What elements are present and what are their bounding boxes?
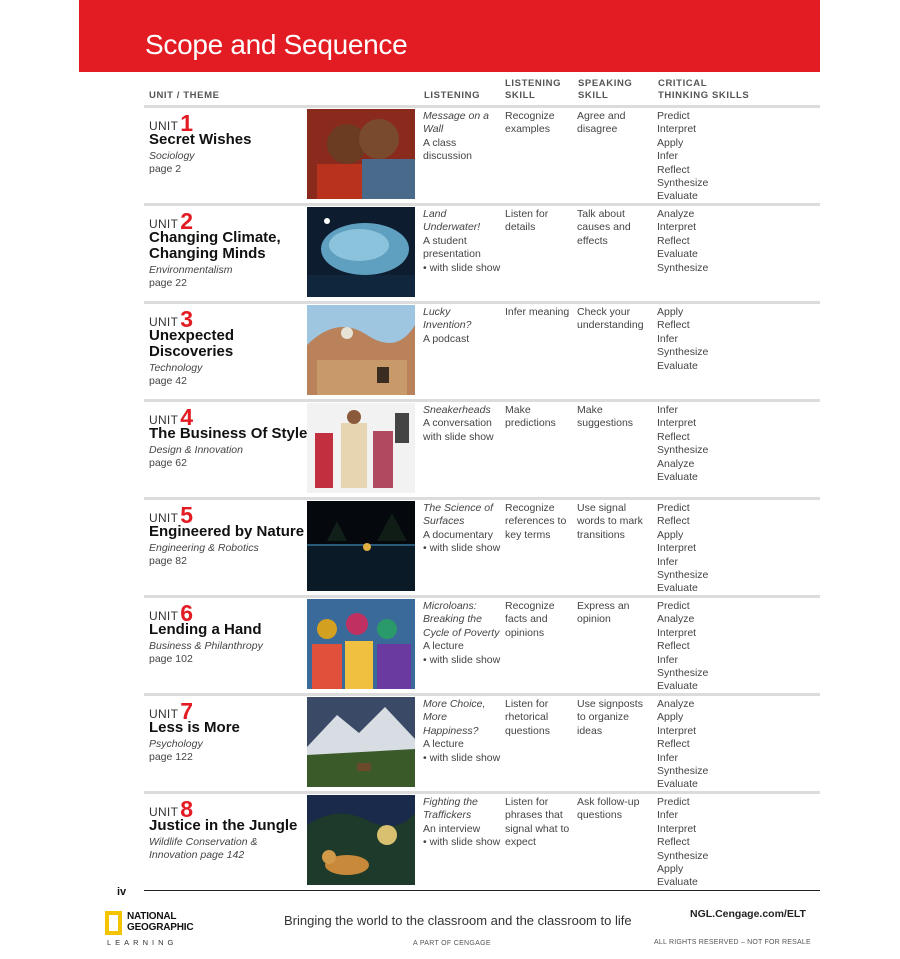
unit-number: 6: [180, 600, 193, 626]
unit-theme: Sociology: [149, 150, 195, 162]
unit-info: [149, 600, 309, 666]
logo-line2: GEOGRAPHIC: [127, 922, 194, 933]
listening-cell: [423, 502, 501, 556]
critical-thinking-cell: Predict Analyze Interpret Reflect Infer Synthesize Evaluate: [657, 600, 709, 693]
unit-title: Unexpected Discoveries: [149, 327, 235, 360]
unit-info: [149, 110, 309, 176]
unit-heading: [149, 110, 309, 136]
speaking-skill-cell: Agree and disagree: [577, 110, 626, 136]
unit-title: The Business Of Style: [149, 425, 308, 442]
unit-number: 7: [180, 698, 193, 724]
listening-skill-cell: Recognize references to key terms: [505, 502, 567, 541]
iceberg-photo: [307, 207, 415, 297]
unit-page: page 22: [149, 277, 187, 289]
page-number: iv: [117, 886, 127, 898]
logo-subtitle: LEARNING: [107, 938, 178, 947]
unit-row: [144, 791, 820, 891]
two-boys-whispering-photo: [307, 109, 415, 199]
listening-cell: [423, 306, 501, 346]
listening-cell: [423, 110, 501, 164]
rights-notice: ALL RIGHTS RESERVED – NOT FOR RESALE: [654, 939, 811, 946]
cengage-note: A PART OF CENGAGE: [413, 940, 491, 947]
listening-type: A conversation with slide show: [423, 417, 494, 443]
column-header-speaking-skill: SPEAKING SKILL: [578, 78, 633, 101]
jungle-tiger-photo: [307, 795, 415, 885]
unit-title: Justice in the Jungle: [149, 817, 298, 834]
unit-heading: [149, 404, 309, 430]
mountain-landscape-photo: [307, 697, 415, 787]
listening-title: Sneakerheads: [423, 404, 491, 416]
unit-page: page 122: [149, 751, 193, 763]
page-title: Scope and Sequence: [145, 29, 408, 60]
unit-title: Secret Wishes: [149, 131, 252, 148]
speaking-skill-cell: Check your understanding: [577, 306, 644, 332]
critical-thinking-cell: Infer Interpret Reflect Synthesize Analyze Evaluate: [657, 404, 709, 484]
listening-title: Microloans: Breaking the Cycle of Poverty: [423, 600, 500, 639]
logo-text: [127, 911, 193, 933]
listening-skill-cell: Listen for phrases that signal what to expect: [505, 796, 570, 849]
critical-thinking-cell: Predict Reflect Apply Interpret Infer Synthesize Evaluate: [657, 502, 709, 595]
unit-page: page 62: [149, 457, 187, 469]
listening-cell: [423, 698, 501, 765]
unit-number: 4: [180, 404, 193, 430]
footer-tagline: Bringing the world to the classroom and the classroom to life: [284, 913, 632, 928]
unit-page: Innovation page 142: [149, 849, 245, 861]
unit-title: Less is More: [149, 719, 240, 736]
unit-row: [144, 693, 820, 791]
critical-thinking-cell: Apply Reflect Infer Synthesize Evaluate: [657, 306, 709, 372]
unit-heading: [149, 600, 309, 626]
listening-type: A documentary: [423, 528, 494, 541]
column-header-critical-thinking: CRITICAL THINKING SKILLS: [658, 78, 750, 101]
listening-extra: • with slide show: [423, 542, 501, 555]
unit-theme: Business & Philanthropy: [149, 640, 263, 652]
unit-label: UNIT: [149, 805, 179, 819]
listening-extra: • with slide show: [423, 261, 501, 274]
listening-title: Lucky Invention?: [423, 306, 472, 332]
unit-theme: Wildlife Conservation &: [149, 836, 258, 848]
unit-info: [149, 306, 309, 388]
listening-type: An interview: [423, 822, 481, 835]
listening-title: Message on a Wall: [423, 110, 489, 136]
column-header-unit-theme: UNIT / THEME: [149, 90, 220, 101]
yellow-frame-icon: [105, 911, 122, 935]
unit-row: [144, 497, 820, 595]
listening-extra: • with slide show: [423, 836, 501, 849]
unit-info: [149, 208, 309, 290]
unit-title: Engineered by Nature: [149, 523, 305, 540]
unit-info: [149, 796, 309, 862]
unit-heading: [149, 208, 309, 234]
unit-label: UNIT: [149, 119, 179, 133]
listening-title: Fighting the Traffickers: [423, 796, 478, 822]
unit-number: 1: [180, 110, 193, 136]
unit-row: [144, 595, 820, 693]
listening-skill-cell: Make predictions: [505, 404, 556, 430]
unit-label: UNIT: [149, 413, 179, 427]
unit-title: Changing Climate, Changing Minds: [149, 229, 281, 262]
unit-row: [144, 203, 820, 301]
listening-skill-cell: Listen for rhetorical questions: [505, 698, 550, 737]
listening-cell: [423, 600, 501, 667]
listening-title: More Choice, More Happiness?: [423, 698, 486, 737]
logo-line1: NATIONAL: [127, 911, 177, 922]
unit-label: UNIT: [149, 609, 179, 623]
unit-label: UNIT: [149, 315, 179, 329]
critical-thinking-cell: Predict Infer Interpret Reflect Synthesize Apply Evaluate: [657, 796, 709, 889]
listening-skill-cell: Recognize examples: [505, 110, 555, 136]
listening-title: The Science of Surfaces: [423, 502, 494, 528]
listening-type: A lecture: [423, 738, 464, 751]
unit-row: [144, 399, 820, 497]
unit-label: UNIT: [149, 707, 179, 721]
unit-heading: [149, 796, 309, 822]
unit-label: UNIT: [149, 511, 179, 525]
unit-info: [149, 502, 309, 568]
unit-theme: Engineering & Robotics: [149, 542, 259, 554]
unit-title: Lending a Hand: [149, 621, 262, 638]
speaking-skill-cell: Express an opinion: [577, 600, 630, 626]
listening-type: A student presentation: [423, 234, 481, 261]
listening-type: A class discussion: [423, 136, 473, 163]
column-header-listening: LISTENING: [424, 90, 481, 101]
national-geographic-logo: [105, 909, 205, 949]
listening-type: A podcast: [423, 332, 470, 345]
website-link[interactable]: NGL.Cengage.com/ELT: [690, 908, 806, 920]
unit-info: [149, 698, 309, 764]
unit-theme: Technology: [149, 362, 203, 374]
unit-page: page 2: [149, 163, 182, 175]
gaudi-building-photo: [307, 305, 415, 395]
speaking-skill-cell: Use signposts to organize ideas: [577, 698, 643, 737]
page-header: [79, 0, 820, 72]
speaking-skill-cell: Use signal words to mark transitions: [577, 502, 643, 541]
listening-extra: • with slide show: [423, 653, 501, 666]
unit-number: 2: [180, 208, 193, 234]
listening-skill-cell: Listen for details: [505, 208, 549, 234]
crowd-of-women-photo: [307, 599, 415, 689]
unit-row: [144, 105, 820, 203]
critical-thinking-cell: Analyze Interpret Reflect Evaluate Synthesize: [657, 208, 709, 274]
listening-cell: [423, 796, 501, 850]
listening-cell: [423, 404, 501, 444]
unit-theme: Environmentalism: [149, 264, 233, 276]
unit-number: 5: [180, 502, 193, 528]
critical-thinking-cell: Analyze Apply Interpret Reflect Infer Synthesize Evaluate: [657, 698, 709, 791]
unit-page: page 82: [149, 555, 187, 567]
column-header-listening-skill: LISTENING SKILL: [505, 78, 562, 101]
fashion-models-photo: [307, 403, 415, 493]
unit-label: UNIT: [149, 217, 179, 231]
unit-heading: [149, 306, 309, 332]
listening-extra: • with slide show: [423, 751, 501, 764]
speaking-skill-cell: Make suggestions: [577, 404, 634, 430]
speaking-skill-cell: Ask follow-up questions: [577, 796, 640, 822]
unit-theme: Design & Innovation: [149, 444, 243, 456]
listening-title: Land Underwater!: [423, 208, 481, 234]
listening-type: A lecture: [423, 640, 464, 653]
unit-page: page 42: [149, 375, 187, 387]
unit-heading: [149, 502, 309, 528]
listening-skill-cell: Infer meaning: [505, 306, 570, 318]
unit-theme: Psychology: [149, 738, 203, 750]
night-lake-photo: [307, 501, 415, 591]
unit-number: 3: [180, 306, 193, 332]
speaking-skill-cell: Talk about causes and effects: [577, 208, 631, 247]
unit-number: 8: [180, 796, 193, 822]
unit-info: [149, 404, 309, 470]
unit-page: page 102: [149, 653, 193, 665]
critical-thinking-cell: Predict Interpret Apply Infer Reflect Synthesize Evaluate: [657, 110, 709, 203]
listening-skill-cell: Recognize facts and opinions: [505, 600, 555, 639]
listening-cell: [423, 208, 501, 275]
unit-row: [144, 301, 820, 399]
unit-heading: [149, 698, 309, 724]
